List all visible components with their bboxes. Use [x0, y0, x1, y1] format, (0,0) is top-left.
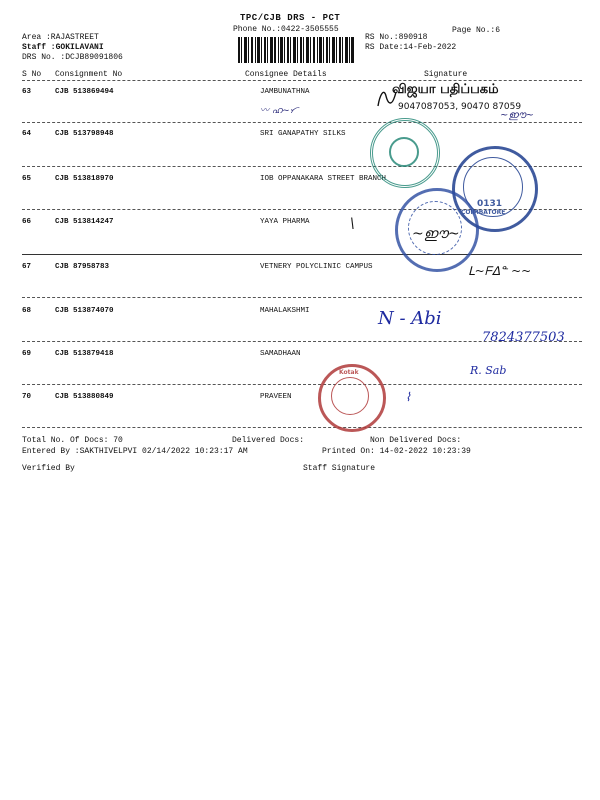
verified-by: Verified By	[22, 464, 75, 473]
rs-date: RS Date:14-Feb-2022	[365, 43, 457, 52]
row-sno: 64	[22, 130, 32, 138]
handwritten-signature: ~ഈ~	[500, 110, 535, 121]
row-sno: 69	[22, 350, 32, 358]
header-divider	[22, 80, 582, 81]
bank-pin: 0131	[477, 199, 503, 209]
handwritten-signature: ᒪ~ᖴᐃᓐ ~~	[468, 264, 532, 278]
signature-phone-number: 7824377503	[482, 330, 565, 345]
handwritten-signature: ⌇	[405, 390, 411, 404]
handwritten-signature: ~ഈ~	[412, 226, 460, 242]
handwritten-signature: 〰 ഹ~ᜆ	[260, 106, 299, 116]
row-consignment: CJB 513869494	[55, 88, 114, 96]
row-divider	[22, 384, 582, 385]
row-divider	[22, 427, 582, 428]
row-consignee: YAYA PHARMA	[260, 218, 310, 226]
row-consignee: IOB OPPANAKARA STREET BRANCH	[260, 175, 387, 183]
row-consignment: CJB 513818970	[55, 175, 114, 183]
pen-scribble-icon	[374, 86, 404, 110]
row-divider	[22, 122, 582, 123]
col-consignee: Consignee Details	[245, 70, 327, 79]
row-sno: 65	[22, 175, 32, 183]
row-consignee: PRAVEEN	[260, 393, 292, 401]
row-consignment: CJB 513880849	[55, 393, 114, 401]
row-consignment: CJB 87958783	[55, 263, 110, 271]
signature-name: N - Abi	[378, 308, 442, 329]
row-divider	[22, 254, 582, 255]
shop-phone: 9047087053, 90470 87059	[398, 102, 522, 112]
signature-initials: R. Sab	[470, 364, 507, 377]
non-delivered-docs: Non Delivered Docs:	[370, 436, 462, 445]
row-sno: 66	[22, 218, 32, 226]
area-label: Area :RAJASTREET	[22, 33, 99, 42]
shop-stamp	[378, 82, 578, 122]
staff-signature-label: Staff Signature	[303, 464, 376, 473]
handwritten-signature: \	[350, 216, 355, 232]
row-consignment: CJB 513879418	[55, 350, 114, 358]
col-consignment: Consignment No	[55, 70, 123, 79]
col-sno: S No	[22, 70, 42, 79]
row-consignee: SAMADHAAN	[260, 350, 301, 358]
rs-number: RS No.:890918	[365, 33, 428, 42]
row-sno: 70	[22, 393, 32, 401]
kotak-label: Kotak	[339, 369, 359, 376]
row-consignee: JAMBUNATHNA	[260, 88, 310, 96]
row-sno: 68	[22, 307, 32, 315]
report-title: TPC/CJB DRS - PCT	[240, 13, 341, 23]
row-consignee: VETNERY POLYCLINIC CAMPUS	[260, 263, 373, 271]
delivered-docs: Delivered Docs:	[232, 436, 305, 445]
row-sno: 67	[22, 263, 32, 271]
row-consignment: CJB 513874070	[55, 307, 114, 315]
page-number: Page No.:6	[452, 26, 501, 35]
staff-label: Staff :GOKILAVANI	[22, 43, 104, 52]
row-consignment: CJB 513798948	[55, 130, 114, 138]
drs-number: DRS No. :DCJB89091806	[22, 53, 123, 62]
barcode-icon	[238, 37, 354, 63]
branch-phone: Phone No.:0422-3505555	[233, 25, 339, 34]
row-consignee: MAHALAKSHMI	[260, 307, 310, 315]
row-consignment: CJB 513814247	[55, 218, 114, 226]
total-docs: Total No. Of Docs: 70	[22, 436, 123, 445]
col-signature: Signature	[424, 70, 468, 79]
row-divider	[22, 297, 582, 298]
shop-name: விஜயா பதிப்பகம்	[392, 82, 499, 97]
bank-city: COIMBATORE	[461, 209, 506, 216]
row-consignee: SRI GANAPATHY SILKS	[260, 130, 346, 138]
printed-on: Printed On: 14-02-2022 10:23:39	[322, 447, 471, 456]
entered-by: Entered By :SAKTHIVELPVI 02/14/2022 10:23:17 AM	[22, 447, 248, 456]
bank-seal-stamp	[370, 118, 440, 188]
kotak-bank-stamp	[318, 364, 386, 432]
row-sno: 63	[22, 88, 32, 96]
